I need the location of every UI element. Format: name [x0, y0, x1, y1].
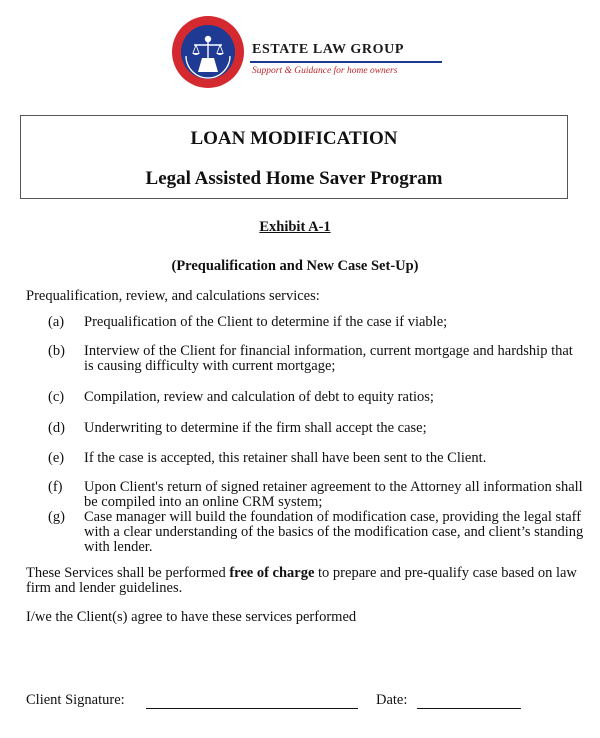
firm-name-rule — [250, 61, 442, 63]
exhibit-heading: Exhibit A-1 — [259, 219, 331, 235]
list-item-label: (a) — [48, 314, 65, 330]
free-of-charge-text: free of charge — [229, 565, 315, 581]
list-item-text: If the case is accepted, this retainer shall have been sent to the Client. — [84, 450, 487, 466]
justice-seal-icon — [168, 12, 248, 92]
list-item-label: (f) — [48, 479, 63, 495]
closing-paragraph — [26, 566, 586, 596]
list-item-text: Underwriting to determine if the firm shall accept the case; — [84, 420, 427, 436]
firm-tagline: Support & Guidance for home owners — [252, 66, 398, 76]
section-subheading: (Prequalification and New Case Set-Up) — [171, 258, 419, 274]
firm-logo — [168, 12, 438, 92]
list-item-text: Compilation, review and calculation of debt to equity ratios; — [84, 389, 434, 405]
list-item-text: Interview of the Client for financial information, current mortgage and hardship that is causing difficulty with current mortgage; — [84, 343, 573, 374]
client-signature-label: Client Signature: — [26, 692, 125, 708]
list-item-text: Case manager will build the foundation of modification case, providing the legal staff with a clear understanding of the basics of the modification case, and client’s standing with lender. — [84, 509, 584, 555]
list-item-label: (d) — [48, 420, 65, 436]
firm-name: ESTATE LAW GROUP — [252, 42, 404, 57]
list-item-label: (e) — [48, 450, 65, 466]
client-signature-line[interactable] — [146, 708, 358, 709]
list-item-label: (c) — [48, 389, 65, 405]
closing-text-start: These Services shall be performed — [26, 565, 230, 581]
list-item-text: Prequalification of the Client to determine if the case if viable; — [84, 314, 448, 330]
list-item-label: (b) — [48, 343, 65, 359]
program-title: Legal Assisted Home Saver Program — [145, 168, 443, 189]
list-item-text: Upon Client's return of signed retainer agreement to the Attorney all information shall be compiled into an online CRM system; — [84, 479, 583, 510]
document-title: LOAN MODIFICATION — [190, 128, 398, 149]
list-item-label: (g) — [48, 509, 65, 525]
intro-text: Prequalification, review, and calculations services: — [26, 288, 320, 304]
date-line[interactable] — [417, 708, 521, 709]
agreement-text: I/we the Client(s) agree to have these services performed — [26, 609, 357, 625]
date-label: Date: — [376, 692, 408, 708]
title-box — [20, 115, 568, 199]
closing-text-end: to prepare and pre-qualify case based on law firm and lender guidelines. — [26, 565, 577, 596]
